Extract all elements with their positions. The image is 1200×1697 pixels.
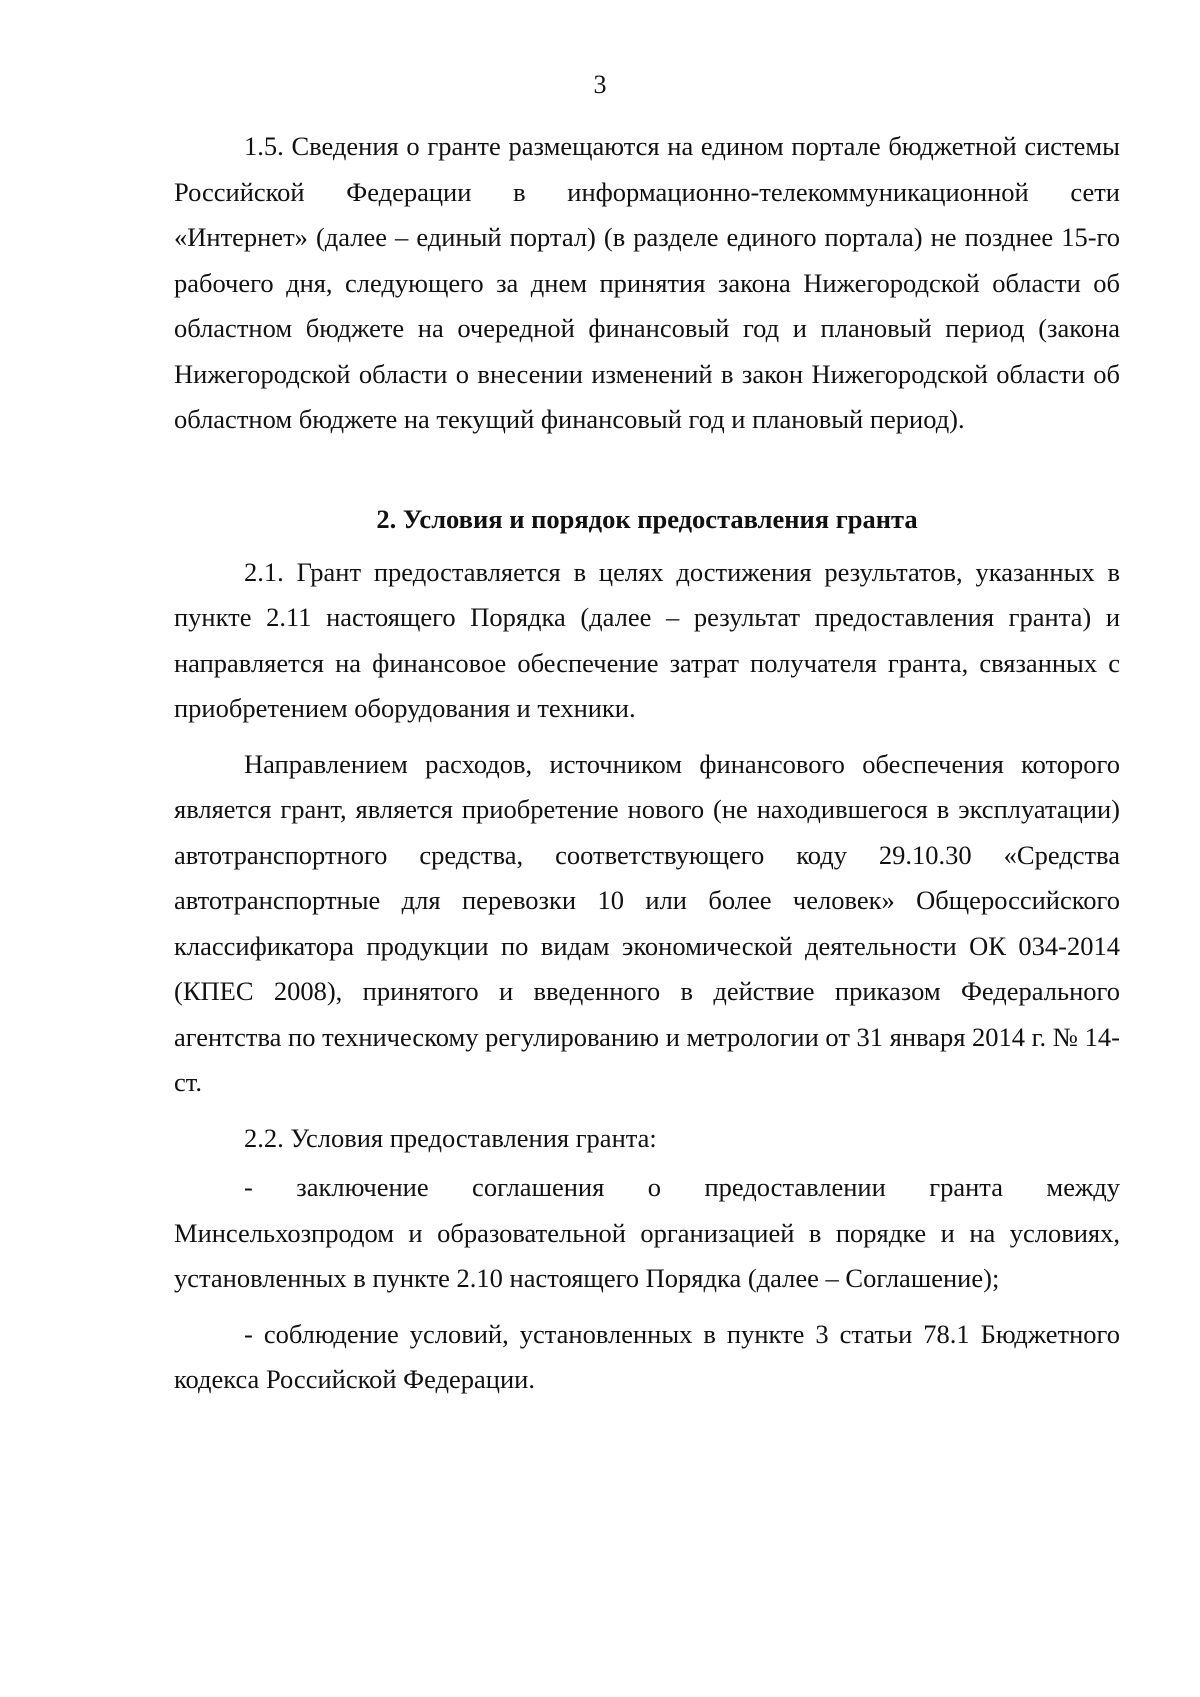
paragraph-1-5: 1.5. Сведения о гранте размещаются на едином портале бюджетной системы Российской Федерации в информационно-телекоммуникационной сети «Интернет» (далее – единый портал) (в разделе единого портала) не позднее 15-го рабочего дня, следующего за днем принятия закона Нижегородской области об областном бюджете на очередной финансовый год и плановый период (закона Нижегородской области о внесении изменений в закон Нижегородской области об областном бюджете на текущий финансовый год и плановый период). bbox=[174, 131, 1120, 434]
section-heading: 2. Условия и порядок предоставления гранта bbox=[376, 503, 918, 534]
page-number: 3 bbox=[593, 70, 607, 99]
document-body bbox=[174, 124, 1120, 1403]
paragraph-expense-direction: Направлением расходов, источником финансового обеспечения которого является грант, является приобретение нового (не находившегося в эксплуатации) автотранспортного средства, соответствующего коду 29.10.30 «Средства автотранспортные для перевозки 10 или более человек» Общероссийского классификатора продукции по видам экономической деятельности ОК 034-2014 (КПЕС 2008), принятого и введенного в действие приказом Федерального агентства по техническому регулированию и метрологии от 31 января 2014 г. № 14-ст. bbox=[174, 748, 1121, 1097]
condition-item-agreement: - заключение соглашения о предоставлении гранта между Минсельхозпродом и образовательной организацией в порядке и на условиях, установленных в пункте 2.10 настоящего Порядка (далее – Соглашение); bbox=[174, 1172, 1120, 1293]
paragraph-2-1: 2.1. Грант предоставляется в целях достижения результатов, указанных в пункте 2.11 настоящего Порядка (далее – результат предоставления гранта) и направляется на финансовое обеспечение затрат получателя гранта, связанных с приобретением оборудования и техники. bbox=[174, 556, 1120, 723]
condition-item-compliance: - соблюдение условий, установленных в пункте 3 статьи 78.1 Бюджетного кодекса Российской Федерации. bbox=[174, 1318, 1120, 1394]
paragraph-2-2: 2.2. Условия предоставления гранта: bbox=[244, 1122, 657, 1153]
